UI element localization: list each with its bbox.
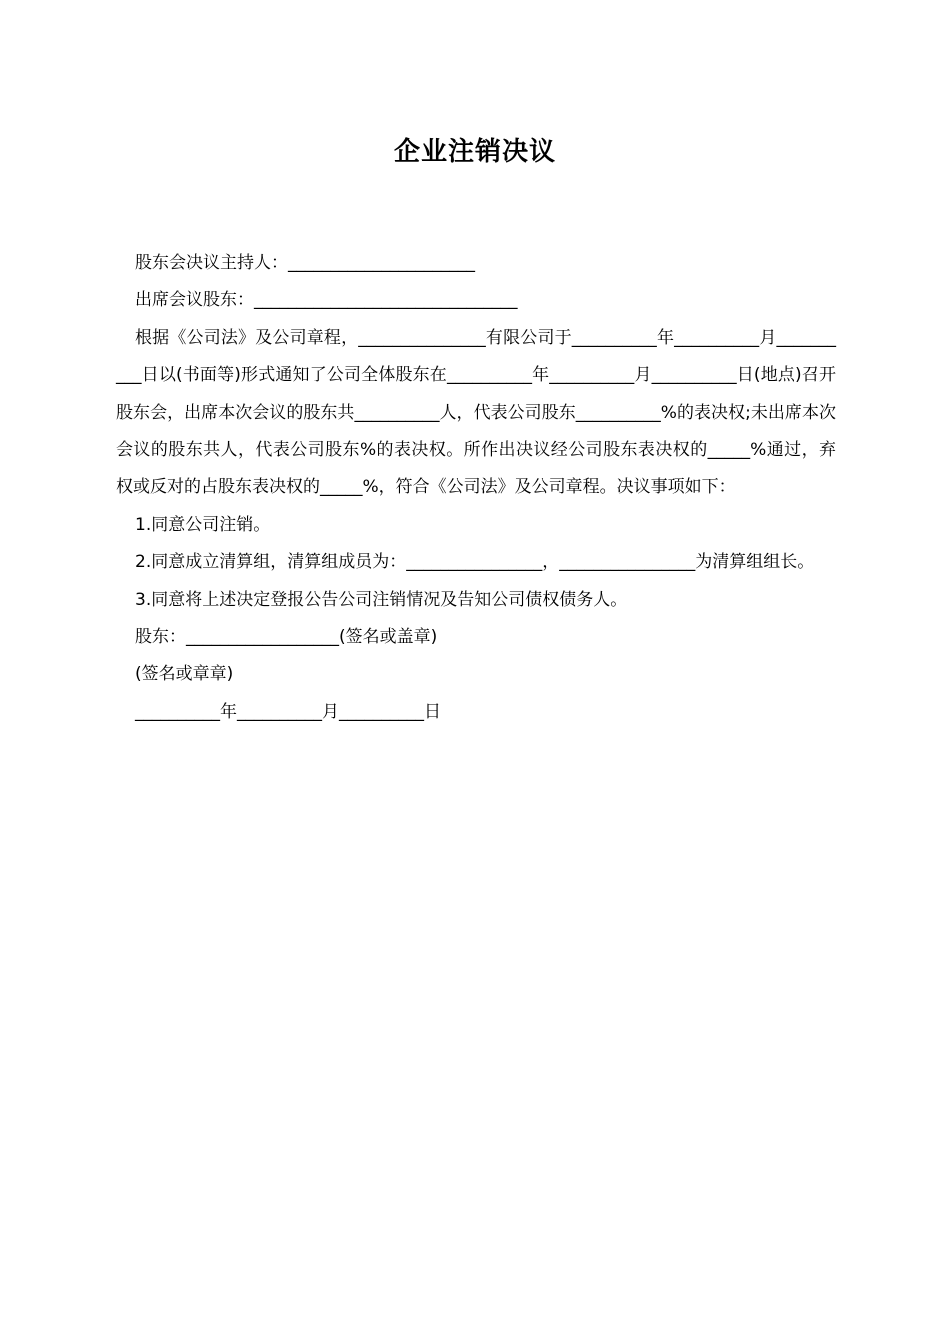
host-line: 股东会决议主持人：______________________ [135,253,475,273]
signature-note: (签名或章章) [135,664,234,685]
attending-shareholders-line: 出席会议股东：_______________________________ [135,290,518,311]
document-title: 企业注销决议 [393,137,556,167]
resolution-item-3: 3.同意将上述决定登报公告公司注销情况及告知公司债权债务人。 [135,589,628,610]
date-line: __________年__________月__________日 [135,701,441,722]
shareholder-signature-line: 股东：__________________(签名或盖章) [135,627,438,648]
document-body [116,245,836,731]
meeting-description-paragraph: 根据《公司法》及公司章程，_______________有限公司于__________年__________月__________日以(书面等)形式通知了公司全体股东在__________年__________月__________日(地点)召开股东会，出席本次会议的股东共__________人，代表公司股东__________%的表决权;未出席本次会议的股东共人，代表公司股东%的表决权。所作出决议经公司股东表决权的_____%通过，弃权或反对的占股东表决权的_____%，符合《公司法》及公司章程。决议事项如下： [116,327,836,498]
resolution-item-1: 1.同意公司注销。 [135,514,271,535]
resolution-item-2: 2.同意成立清算组，清算组成员为：________________，________________为清算组组长。 [135,552,815,573]
